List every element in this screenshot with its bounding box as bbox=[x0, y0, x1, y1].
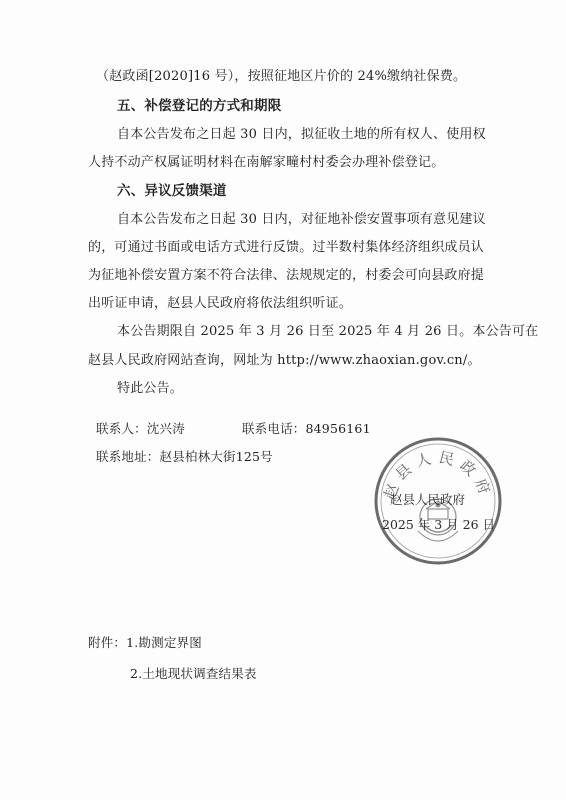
section-6-line-1: 自本公告发布之日起 30 日内，对征地补偿安置事项有意见建议 bbox=[117, 212, 486, 227]
term-paragraph-line-2: 赵县人民政府网站查询，网址为 http://www.zhaoxian.gov.cn/。 bbox=[88, 353, 481, 368]
issuer-name: 赵县人民政府 bbox=[390, 492, 466, 507]
contact-person: 联系人：沈兴涛 bbox=[96, 421, 185, 436]
contact-phone: 联系电话：84956161 bbox=[242, 421, 371, 436]
section-5-line-2: 人持不动产权属证明材料在南解家疃村村委会办理补偿登记。 bbox=[88, 155, 445, 170]
closing-text: 特此公告。 bbox=[117, 381, 184, 396]
term-paragraph-line-1: 本公告期限自 2025 年 3 月 26 日至 2025 年 4 月 26 日。本公告可在 bbox=[117, 324, 539, 339]
contact-address: 联系地址：赵县柏林大街125号 bbox=[96, 449, 273, 464]
issue-date: 2025 年 3 月 26 日 bbox=[382, 517, 496, 532]
section-5-line-1: 自本公告发布之日起 30 日内，拟征收土地的所有权人、使用权 bbox=[117, 127, 486, 142]
section-5-heading: 五、补偿登记的方式和期限 bbox=[117, 98, 282, 114]
attachments-line-1: 附件：1.勘测定界图 bbox=[88, 635, 202, 650]
intro-paragraph: （赵政函[2020]16 号），按照征地区片价的 24%缴纳社保费。 bbox=[96, 69, 467, 84]
seal-arc-text: 赵县人民政府 bbox=[380, 448, 496, 503]
section-6-heading: 六、异议反馈渠道 bbox=[117, 183, 227, 199]
attachments-line-2: 2.土地现状调查结果表 bbox=[130, 666, 257, 681]
section-6-line-3: 为征地补偿安置方案不符合法律、法规规定的，村委会可向县政府提 bbox=[88, 268, 485, 283]
section-6-line-4: 出听证申请，赵县人民政府将依法组织听证。 bbox=[88, 296, 353, 311]
section-6-line-2: 的，可通过书面或电话方式进行反馈。过半数村集体经济组织成员认 bbox=[88, 240, 485, 255]
